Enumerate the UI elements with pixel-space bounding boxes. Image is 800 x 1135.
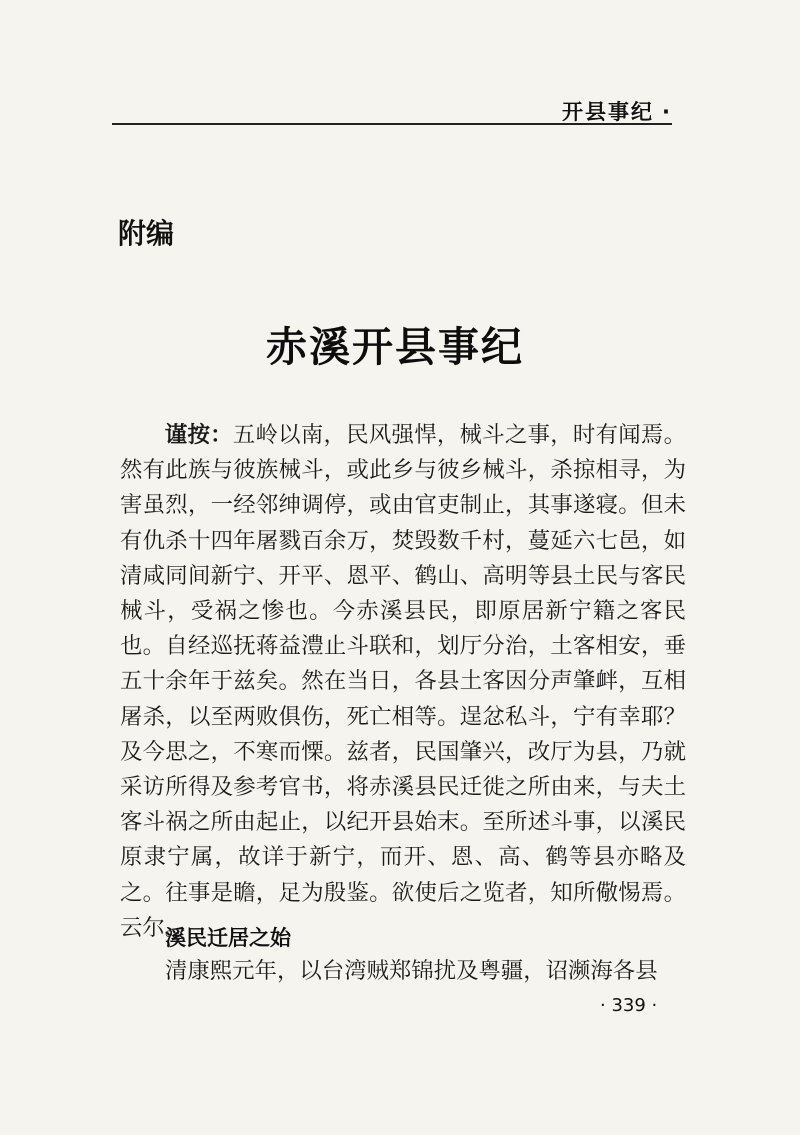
preface-paragraph	[120, 418, 686, 946]
running-header-title: 开县事纪	[562, 100, 655, 124]
running-header-bullet: ·	[662, 100, 672, 124]
header-rule	[112, 123, 672, 125]
running-header	[562, 96, 672, 126]
page-number: · 339 ·	[600, 995, 658, 1016]
section-label: 附编	[118, 217, 175, 250]
subsection-first-line: 清康熙元年，以台湾贼郑锦扰及粤疆，诏濒海各县	[165, 958, 658, 984]
preface-lead: 谨按：	[164, 422, 233, 448]
page-title: 赤溪开县事纪	[266, 323, 524, 371]
preface-text: 五岭以南，民风强悍，械斗之事，时有闻焉。然有此族与彼族械斗，或此乡与彼乡械斗，杀掠相寻，为害虽烈，一经邻绅调停，或由官吏制止，其事遂寝。但未有仇杀十四年屠戮百余万，焚毁数千村，蔓延六七邑，如清咸同间新宁、开平、恩平、鹤山、高明等县土民与客民械斗，受祸之惨也。今赤溪县民，即原居新宁籍之客民也。自经巡抚蒋益澧止斗联和，划厅分治，土客相安，垂五十余年于兹矣。然在当日，各县土客因分声肇衅，互相屠杀，以至两败俱伤，死亡相等。逞忿私斗，宁有幸耶？及今思之，不寒而慄。兹者，民国肇兴，改厅为县，乃就采访所得及参考官书，将赤溪县民迁徙之所由来，与夫土客斗祸之所由起止，以纪开县始末。至所述斗事，以溪民原隶宁属，故详于新宁，而开、恩、高、鹤等县亦略及之。往事是瞻，足为殷鉴。欲使后之览者，知所儆惕焉。云尔。	[120, 422, 687, 941]
preface-body	[120, 418, 686, 946]
subsection-heading: 溪民迁居之始	[165, 926, 291, 950]
